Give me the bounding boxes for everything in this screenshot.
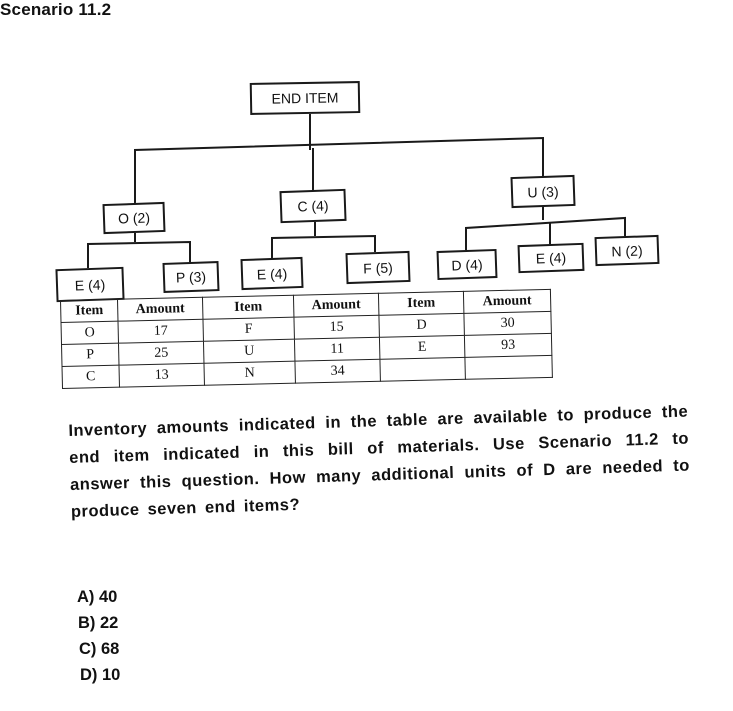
inventory-table (60, 289, 553, 389)
bom-node-e-under-c: E (4) (240, 257, 303, 290)
bom-node-e-under-u: E (4) (518, 243, 585, 273)
table-cell: 13 (119, 363, 204, 387)
table-cell (465, 355, 552, 379)
table-cell: 17 (118, 319, 203, 343)
table-cell: 25 (118, 341, 203, 365)
table-cell: 30 (464, 311, 551, 335)
table-cell: U (203, 339, 294, 363)
table-cell: 15 (294, 315, 379, 339)
table-cell: C (62, 365, 119, 388)
table-header-cell: Amount (463, 289, 550, 313)
table-cell: 93 (464, 333, 551, 357)
table-cell: 34 (295, 359, 380, 383)
table-cell: E (379, 335, 464, 359)
table-header-cell: Amount (117, 297, 202, 321)
table-header-cell: Item (202, 295, 293, 319)
bom-node-f: F (5) (345, 251, 410, 284)
answer-choice-b: B) 22 (78, 614, 119, 632)
scenario-title: Scenario 11.2 (0, 0, 112, 19)
table-cell: 11 (294, 337, 379, 361)
bom-node-end-item: END ITEM (250, 81, 361, 115)
table-cell: D (379, 313, 464, 337)
table-header-cell: Item (61, 299, 118, 322)
bom-node-o: O (2) (102, 202, 165, 234)
question-text: Inventory amounts indicated in the table are available to produce the end item indicated in this bill of materials. Use Scenario 11.2 to answer this question. How many additional units of D are needed to produce seven end items? (68, 402, 691, 521)
bom-node-e-under-o: E (4) (55, 267, 124, 302)
table-header-cell: Item (378, 291, 463, 315)
bom-node-u: U (3) (510, 175, 575, 208)
bom-node-n: N (2) (595, 235, 660, 266)
bom-node-d: D (4) (437, 249, 498, 280)
answer-choice-a: A) 40 (77, 588, 118, 606)
table-cell: P (62, 343, 119, 366)
bom-node-p: P (3) (162, 261, 219, 293)
bom-node-c: C (4) (279, 189, 346, 223)
answer-choice-d: D) 10 (80, 666, 121, 684)
table-cell: N (204, 361, 295, 385)
table-cell: O (61, 321, 118, 344)
answer-choice-c: C) 68 (79, 640, 120, 658)
table-cell (380, 357, 465, 381)
table-cell: F (203, 317, 294, 341)
table-header-cell: Amount (293, 293, 378, 317)
